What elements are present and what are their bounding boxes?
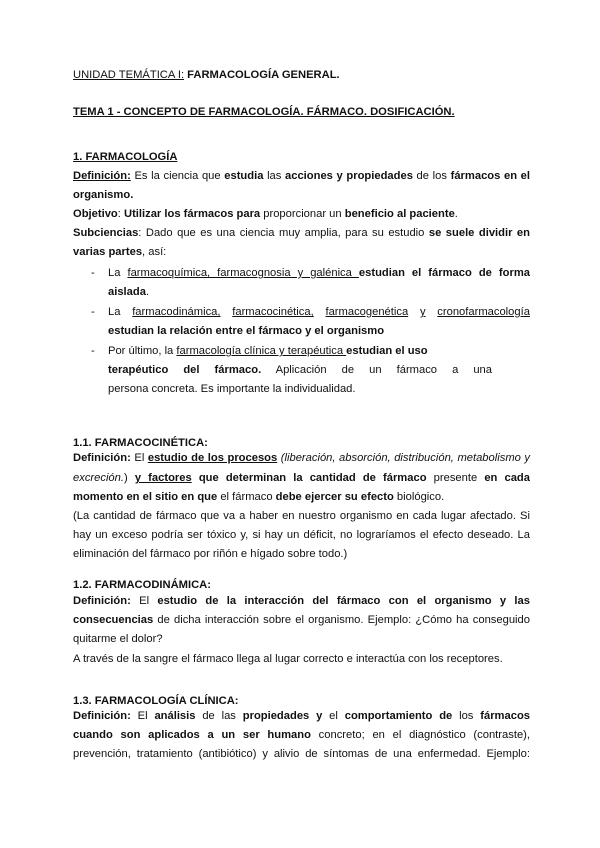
- bullet-dash: -: [91, 267, 95, 279]
- s1-objective: Objetivo: Utilizar los fármacos para proporcionar un beneficio al paciente.: [73, 208, 458, 220]
- bullet-dash: -: [91, 306, 95, 318]
- bullet-3-line1: Por último, la farmacología clínica y terapéutica estudian el uso: [108, 345, 428, 357]
- s13-definition-line3: prevención, tratamiento (antibiótico) y alivio de síntomas de una enfermedad. Ejemplo:: [73, 748, 530, 760]
- s12-definition-line1: Definición: El estudio de la interacción del fármaco con el organismo y las: [73, 595, 530, 607]
- topic-title: TEMA 1 - CONCEPTO DE FARMACOLOGÍA. FÁRMACO. DOSIFICACIÓN.: [73, 106, 455, 118]
- s11-note-line2: hay un exceso podría ser tóxico y, si hay un déficit, no lograríamos el efecto deseado. La: [73, 529, 530, 541]
- unit-title-line: [73, 66, 530, 85]
- s1-subsciences-line2: varias partes, así:: [73, 246, 167, 258]
- s11-definition-line3: momento en el sitio en que el fármaco debe ejercer su efecto biológico.: [73, 491, 445, 503]
- s13-definition-line1: Definición: El análisis de las propiedades y el comportamiento de los fármacos: [73, 710, 530, 722]
- section-heading: 1. FARMACOLOGÍA: [73, 151, 178, 163]
- s1-definition-line2: organismo.: [73, 189, 134, 201]
- section-heading: 1.2. FARMACODINÁMICA:: [73, 579, 211, 591]
- s13-definition-line2: cuando son aplicados a un ser humano concreto; en el diagnóstico (contraste),: [73, 729, 530, 741]
- definition-label: Definición:: [73, 452, 131, 464]
- subsciences-label: Subciencias: [73, 227, 139, 239]
- definition-label: Definición:: [73, 170, 131, 182]
- bullet-3-line3: persona concreta. Es importante la individualidad.: [108, 383, 356, 395]
- bullet-1-line2: aislada.: [108, 286, 150, 298]
- unit-title: FARMACOLOGÍA GENERAL.: [187, 69, 340, 81]
- s11-definition-line1: Definición: El estudio de los procesos (liberación, absorción, distribución, metabolismo y: [73, 452, 530, 464]
- s11-note-line3: eliminación del fármaco por riñón e hígado sobre todo.): [73, 548, 348, 560]
- definition-label: Definición:: [73, 595, 131, 607]
- bullet-dash: -: [91, 345, 95, 357]
- s11-definition-line2: excreción.) y factores que determinan la cantidad de fármaco presente en cada: [73, 472, 530, 484]
- bullet-1-line1: La farmacoquímica, farmacognosia y galénica estudian el fármaco de forma: [108, 267, 530, 279]
- section-heading: 1.1. FARMACOCINÉTICA:: [73, 437, 208, 449]
- unit-label: UNIDAD TEMÁTICA I:: [73, 69, 185, 81]
- s12-definition-line2: consecuencias de dicha interacción sobre el organismo. Ejemplo: ¿Cómo ha conseguido: [73, 614, 530, 626]
- s12-definition-line3: quitarme el dolor?: [73, 633, 163, 645]
- bullet-3-line2: terapéutico del fármaco. Aplicación de un fármaco a una: [108, 364, 492, 376]
- s1-subsciences-line1: Subciencias: Dado que es una ciencia muy amplia, para su estudio se suele dividir en: [73, 227, 530, 239]
- bullet-2-line2: estudian la relación entre el fármaco y el organismo: [108, 325, 385, 337]
- s11-note-line1: (La cantidad de fármaco que va a haber en nuestro organismo en cada lugar afectado. Si: [73, 510, 530, 522]
- objective-label: Objetivo: [73, 208, 118, 220]
- definition-label: Definición:: [73, 710, 131, 722]
- s12-note: A través de la sangre el fármaco llega al lugar correcto e interactúa con los receptores.: [73, 653, 503, 665]
- s1-definition-line1: Definición: Es la ciencia que estudia las acciones y propiedades de los fármacos en el: [73, 170, 531, 182]
- section-heading: 1.3. FARMACOLOGÍA CLÍNICA:: [73, 695, 239, 707]
- bullet-2-line1: La farmacodinámica, farmacocinética, farmacogenética y cronofarmacología: [108, 306, 530, 318]
